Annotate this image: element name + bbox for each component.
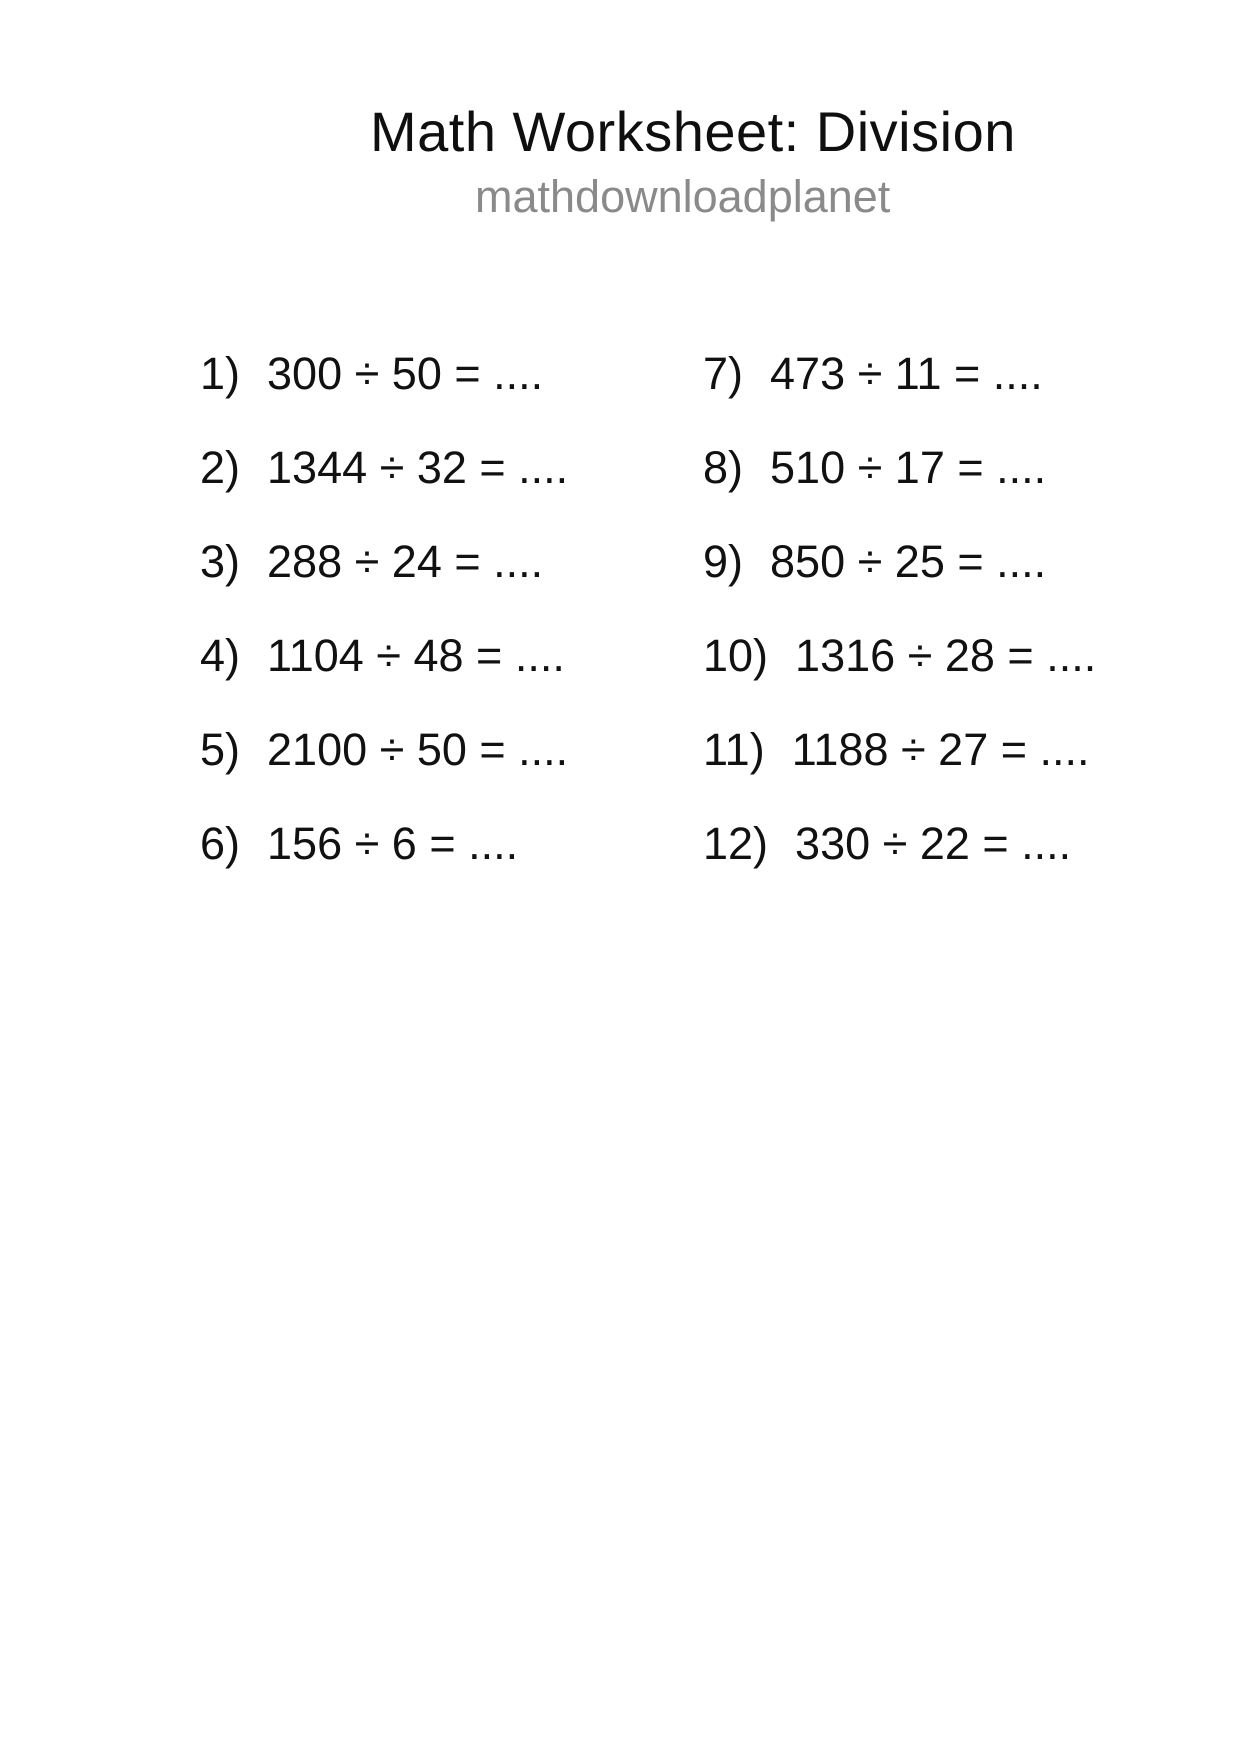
problem-row bbox=[703, 442, 1096, 536]
problem-number: 12) bbox=[703, 818, 769, 869]
problem-number: 9) bbox=[703, 536, 744, 587]
page-subtitle: mathdownloadplanet bbox=[475, 171, 891, 222]
problem-number: 3) bbox=[200, 536, 241, 587]
problem-row bbox=[200, 442, 568, 536]
problem-expression: 288 ÷ 24 = .... bbox=[267, 536, 544, 587]
problem-row bbox=[200, 818, 568, 912]
problem-row bbox=[703, 536, 1096, 630]
problems-column-left bbox=[200, 348, 568, 912]
problem-expression: 510 ÷ 17 = .... bbox=[770, 442, 1047, 493]
problem-number: 6) bbox=[200, 818, 241, 869]
page-title: Math Worksheet: Division bbox=[370, 100, 1016, 163]
problems-column-right bbox=[703, 348, 1096, 912]
problem-row bbox=[200, 724, 568, 818]
problem-number: 5) bbox=[200, 724, 241, 775]
problem-row bbox=[703, 348, 1096, 442]
problem-row bbox=[200, 630, 568, 724]
problem-number: 4) bbox=[200, 630, 241, 681]
problem-expression: 300 ÷ 50 = .... bbox=[267, 348, 544, 399]
problem-expression: 2100 ÷ 50 = .... bbox=[267, 724, 569, 775]
problem-expression: 1188 ÷ 27 = .... bbox=[791, 724, 1090, 775]
problem-expression: 1344 ÷ 32 = .... bbox=[267, 442, 569, 493]
problem-expression: 330 ÷ 22 = .... bbox=[795, 818, 1072, 869]
problem-number: 7) bbox=[703, 348, 744, 399]
problem-row bbox=[200, 348, 568, 442]
problem-expression: 473 ÷ 11 = .... bbox=[770, 348, 1043, 399]
problem-expression: 850 ÷ 25 = .... bbox=[770, 536, 1047, 587]
problem-number: 10) bbox=[703, 630, 769, 681]
problem-number: 2) bbox=[200, 442, 241, 493]
problem-number: 11) bbox=[703, 724, 765, 775]
problem-number: 1) bbox=[200, 348, 241, 399]
problem-expression: 1104 ÷ 48 = .... bbox=[267, 630, 565, 681]
problem-row bbox=[703, 630, 1096, 724]
problem-row bbox=[200, 536, 568, 630]
problem-row bbox=[703, 818, 1096, 912]
problem-expression: 156 ÷ 6 = .... bbox=[267, 818, 519, 869]
problem-expression: 1316 ÷ 28 = .... bbox=[795, 630, 1097, 681]
problem-number: 8) bbox=[703, 442, 744, 493]
problem-row bbox=[703, 724, 1096, 818]
